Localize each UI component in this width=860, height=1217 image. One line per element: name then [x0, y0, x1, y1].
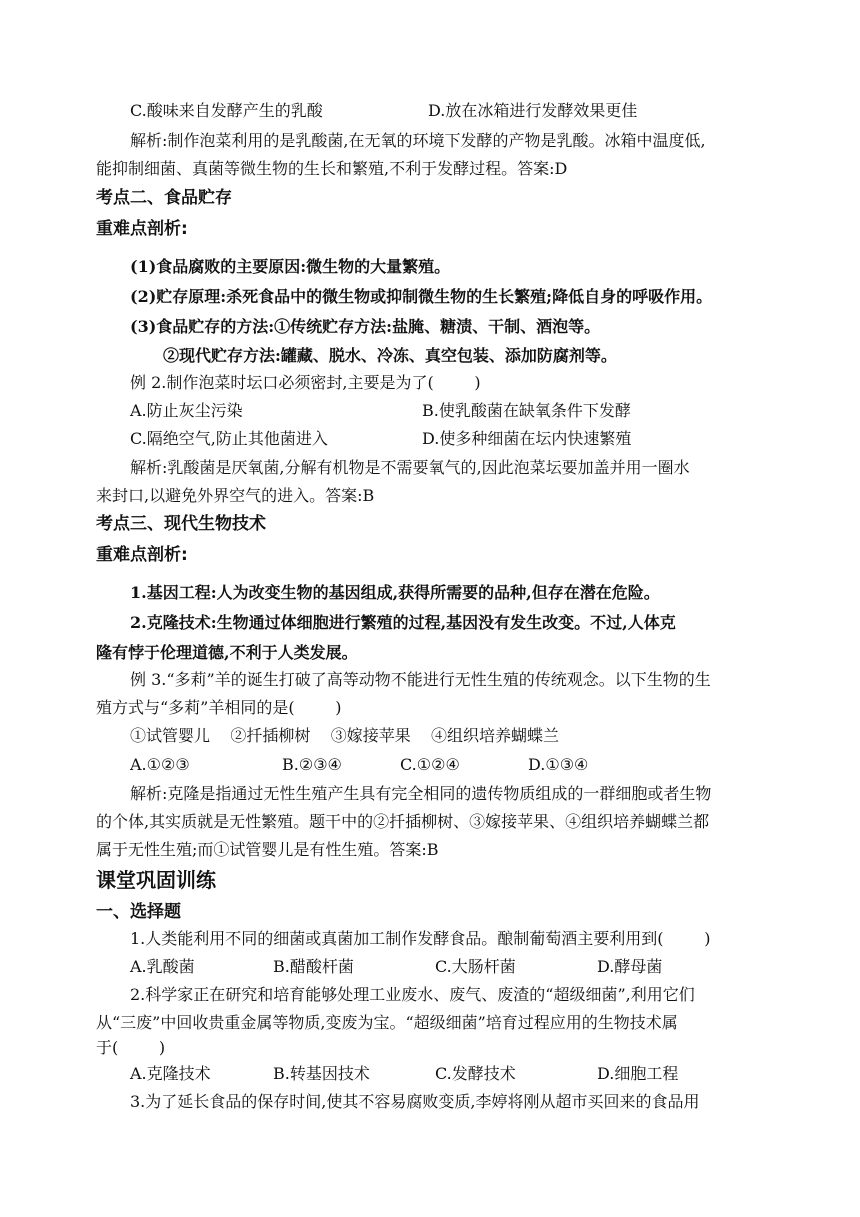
- question-2: 从“三废”中回收贵重金属等物质,变废为宝。“超级细菌”培育过程应用的生物技术属: [96, 1013, 678, 1032]
- subsection-title: 一、选择题: [96, 902, 181, 922]
- question-3: 3.为了延长食品的保存时间,使其不容易腐败变质,李婷将刚从超市买回来的食品用: [130, 1092, 700, 1111]
- option-b: B.醋酸杆菌: [273, 957, 354, 976]
- section-heading: 考点二、食品贮存: [96, 188, 232, 208]
- example-question: 殖方式与“多莉”羊相同的是( ): [96, 698, 342, 717]
- question-2: 于( ): [96, 1038, 166, 1057]
- key-point: (1)食品腐败的主要原因:微生物的大量繁殖。: [130, 257, 451, 276]
- option-a: A.克隆技术: [130, 1064, 211, 1083]
- option-c: C.酸味来自发酵产生的乳酸: [130, 101, 323, 120]
- subheading: 重难点剖析:: [96, 545, 188, 565]
- analysis-line: 解析:制作泡菜利用的是乳酸菌,在无氧的环境下发酵的产物是乳酸。冰箱中温度低,: [130, 131, 706, 150]
- option-c: C.①②④: [400, 755, 460, 774]
- key-point: (3)食品贮存的方法:①传统贮存方法:盐腌、糖渍、干制、酒泡等。: [130, 317, 601, 336]
- option-a: A.①②③: [130, 755, 190, 774]
- subheading: 重难点剖析:: [96, 219, 188, 239]
- option-c: C.发酵技术: [435, 1064, 516, 1083]
- key-point: 隆有悖于伦理道德,不利于人类发展。: [96, 643, 358, 662]
- option-d: D.细胞工程: [597, 1064, 679, 1083]
- example-question: 例 2.制作泡菜时坛口必须密封,主要是为了( ): [130, 373, 481, 392]
- option-d: D.①③④: [528, 755, 589, 774]
- analysis-line: 来封口,以避免外界空气的进入。答案:B: [96, 486, 375, 505]
- option-d: D.放在冰箱进行发酵效果更佳: [428, 101, 638, 120]
- analysis-line: 属于无性生殖;而①试管婴儿是有性生殖。答案:B: [96, 840, 439, 859]
- analysis-line: 解析:克隆是指通过无性生殖产生具有完全相同的遗传物质组成的一群细胞或者生物: [130, 784, 712, 803]
- key-point: 1.基因工程:人为改变生物的基因组成,获得所需要的品种,但存在潜在危险。: [130, 583, 660, 602]
- key-point: 2.克隆技术:生物通过体细胞进行繁殖的过程,基因没有发生改变。不过,人体克: [130, 613, 676, 632]
- key-point: ②现代贮存方法:罐藏、脱水、冷冻、真空包装、添加防腐剂等。: [163, 346, 617, 365]
- option-b: B.使乳酸菌在缺氧条件下发酵: [422, 401, 631, 420]
- analysis-line: 解析:乳酸菌是厌氧菌,分解有机物是不需要氧气的,因此泡菜坛要加盖并用一圈水: [130, 458, 690, 477]
- analysis-line: 能抑制细菌、真菌等微生物的生长和繁殖,不利于发酵过程。答案:D: [96, 159, 568, 178]
- question-1: 1.人类能利用不同的细菌或真菌加工制作发酵食品。酿制葡萄酒主要利用到( ): [130, 929, 711, 948]
- option-c: C.隔绝空气,防止其他菌进入: [130, 429, 328, 448]
- analysis-line: 的个体,其实质就是无性繁殖。题干中的②扦插柳树、③嫁接苹果、④组织培养蝴蝶兰都: [96, 812, 710, 831]
- option-b: B.②③④: [282, 755, 342, 774]
- section-heading: 考点三、现代生物技术: [96, 514, 266, 534]
- option-a: A.防止灰尘污染: [130, 401, 243, 420]
- question-2: 2.科学家正在研究和培育能够处理工业废水、废气、废渣的“超级细菌”,利用它们: [130, 985, 695, 1004]
- option-d: D.酵母菌: [597, 957, 663, 976]
- example-question: 例 3.“多莉”羊的诞生打破了高等动物不能进行无性生殖的传统观念。以下生物的生: [130, 670, 711, 689]
- section-title: 课堂巩固训练: [96, 868, 216, 892]
- option-d: D.使多种细菌在坛内快速繁殖: [422, 429, 632, 448]
- option-c: C.大肠杆菌: [435, 957, 516, 976]
- key-point: (2)贮存原理:杀死食品中的微生物或抑制微生物的生长繁殖;降低自身的呼吸作用。: [130, 287, 713, 306]
- example-items: ①试管婴儿 ②扦插柳树 ③嫁接苹果 ④组织培养蝴蝶兰: [130, 726, 560, 745]
- option-b: B.转基因技术: [273, 1064, 370, 1083]
- option-a: A.乳酸菌: [130, 957, 195, 976]
